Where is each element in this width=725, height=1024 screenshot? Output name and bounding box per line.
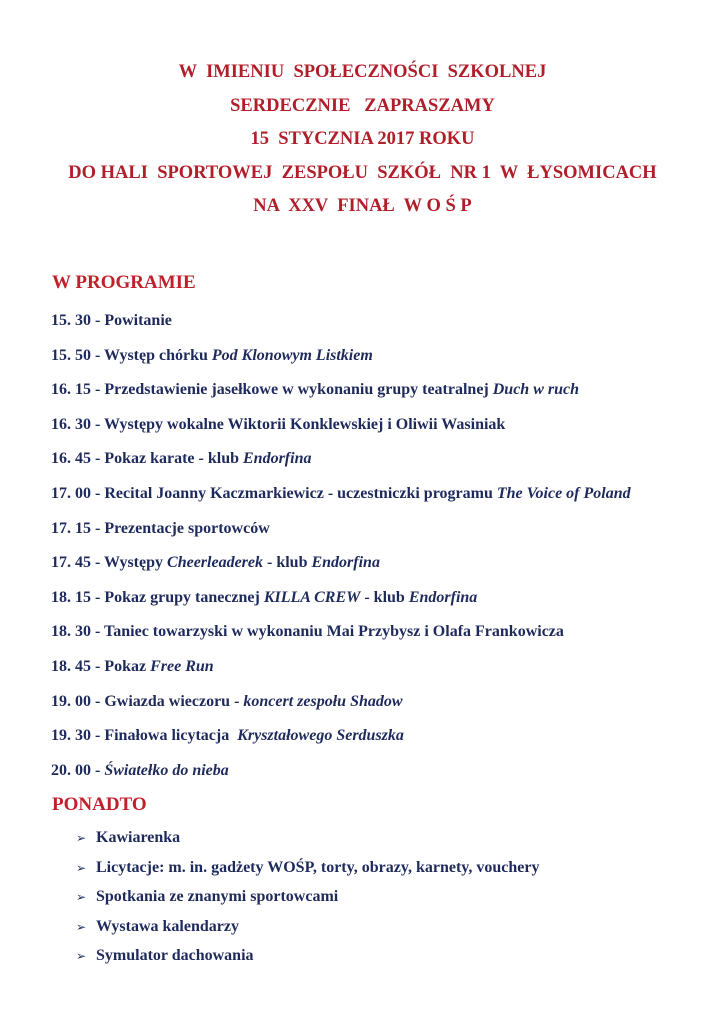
programme-item [51, 518, 711, 553]
programme-italic: Światełko do nieba [104, 761, 229, 779]
extras-item [76, 857, 696, 887]
programme-italic: koncert zespołu Shadow [243, 692, 403, 710]
programme-text: Przedstawienie jasełkowe w wykonaniu grupy teatralnej [104, 381, 493, 399]
programme-item [51, 345, 711, 380]
header-line: NA XXV FINAŁ W O Ś P [253, 196, 472, 216]
programme-suffix: - klub [360, 588, 409, 606]
programme-separator: - [91, 484, 105, 502]
programme-text: Pokaz karate - klub [104, 450, 243, 468]
programme-separator: - [91, 761, 105, 779]
programme-time: 18. 15 [51, 588, 91, 606]
programme-time: 17. 15 [51, 519, 91, 537]
programme-separator: - [91, 727, 105, 745]
programme-time: 19. 30 [51, 727, 91, 745]
programme-text: Prezentacje sportowców [104, 519, 270, 537]
programme-time: 16. 15 [51, 381, 91, 399]
programme-time: 16. 45 [51, 450, 91, 468]
programme-separator: - [91, 415, 105, 433]
programme-separator: - [91, 346, 105, 364]
programme-item [51, 587, 711, 622]
invitation-header [0, 56, 725, 224]
programme-item [51, 379, 711, 414]
arrow-bullet-icon: ➢ [76, 860, 87, 875]
programme-text: Gwiazda wieczoru - [104, 692, 244, 710]
programme-separator: - [91, 312, 105, 329]
header-line: W IMIENIU SPOŁECZNOŚCI SZKOLNEJ [178, 62, 547, 82]
programme-time: 16. 30 [51, 415, 91, 433]
programme-item [51, 656, 711, 691]
programme-text: Recital Joanny Kaczmarkiewicz - uczestniczki programu [104, 484, 497, 502]
extras-item [76, 886, 696, 916]
programme-separator: - [91, 623, 105, 641]
programme-separator: - [91, 519, 105, 537]
programme-title: W PROGRAMIE [52, 272, 196, 293]
programme-item [51, 691, 711, 726]
programme-separator: - [91, 381, 105, 399]
programme-separator: - [91, 554, 105, 572]
extras-item [76, 916, 696, 946]
programme-item [51, 725, 711, 760]
programme-text: Pokaz [104, 657, 151, 675]
programme-item [51, 414, 711, 449]
programme-text: Występ chórku [104, 346, 212, 364]
extras-item-label: Licytacje: m. in. gadżety WOŚP, torty, obrazy, karnety, vouchery [96, 858, 540, 876]
programme-text: Taniec towarzyski w wykonaniu Mai Przybysz i Olafa Frankowicza [104, 623, 564, 641]
programme-separator: - [91, 588, 105, 606]
arrow-bullet-icon: ➢ [76, 831, 87, 845]
programme-italic: KILLA CREW [263, 588, 361, 606]
extras-item-label: Kawiarenka [96, 829, 181, 846]
programme-italic: Endorfina [243, 450, 312, 468]
programme-separator: - [91, 450, 105, 468]
arrow-bullet-icon: ➢ [76, 949, 87, 964]
programme-item [51, 621, 711, 656]
programme-time: 18. 45 [51, 657, 91, 675]
programme-italic: Endorfina [408, 588, 478, 606]
programme-text: Występy [104, 554, 168, 572]
programme-text: Pokaz grupy tanecznej [104, 588, 264, 606]
header-line: 15 STYCZNIA 2017 ROKU [250, 129, 475, 149]
header-line: SERDECZNIE ZAPRASZAMY [230, 95, 495, 116]
programme-text: Finałowa licytacja [104, 727, 238, 745]
programme-time: 19. 00 [51, 692, 91, 710]
arrow-bullet-icon: ➢ [76, 890, 87, 905]
extras-title: PONADTO [52, 794, 147, 815]
programme-item [51, 310, 711, 345]
programme-time: 17. 00 [51, 484, 91, 502]
programme-time: 17. 45 [51, 554, 91, 572]
programme-text: Występy wokalne Wiktorii Konklewskiej i Oliwii Wasiniak [104, 415, 506, 433]
extras-item [76, 827, 696, 857]
programme-separator: - [91, 692, 105, 710]
extras-item [76, 945, 696, 975]
programme-italic: Duch w ruch [492, 381, 579, 399]
programme-item [51, 552, 711, 587]
programme-text: Powitanie [104, 312, 172, 329]
arrow-bullet-icon: ➢ [76, 919, 87, 934]
programme-time: 15. 30 [51, 312, 91, 329]
programme-list [51, 310, 711, 794]
programme-time: 18. 30 [51, 623, 91, 641]
extras-list [76, 827, 696, 975]
programme-italic: Free Run [150, 657, 214, 675]
programme-separator: - [91, 657, 105, 675]
programme-suffix: - klub [263, 554, 312, 572]
extras-item-label: Spotkania ze znanymi sportowcami [96, 888, 339, 906]
programme-italic: The Voice of Poland [496, 484, 631, 502]
programme-italic: Pod Klonowym Listkiem [211, 346, 373, 364]
programme-time: 20. 00 [51, 761, 91, 779]
extras-item-label: Wystawa kalendarzy [96, 917, 239, 935]
programme-time: 15. 50 [51, 346, 91, 364]
programme-item [51, 760, 711, 795]
programme-item [51, 483, 711, 518]
programme-italic: Cheerleaderek [167, 554, 263, 572]
programme-italic: Endorfina [311, 554, 380, 572]
header-line: DO HALI SPORTOWEJ ZESPOŁU SZKÓŁ NR 1 W ŁYSOMICACH [68, 162, 657, 183]
extras-item-label: Symulator dachowania [96, 947, 254, 965]
programme-italic: Kryształowego Serduszka [237, 727, 404, 745]
programme-item [51, 448, 711, 483]
